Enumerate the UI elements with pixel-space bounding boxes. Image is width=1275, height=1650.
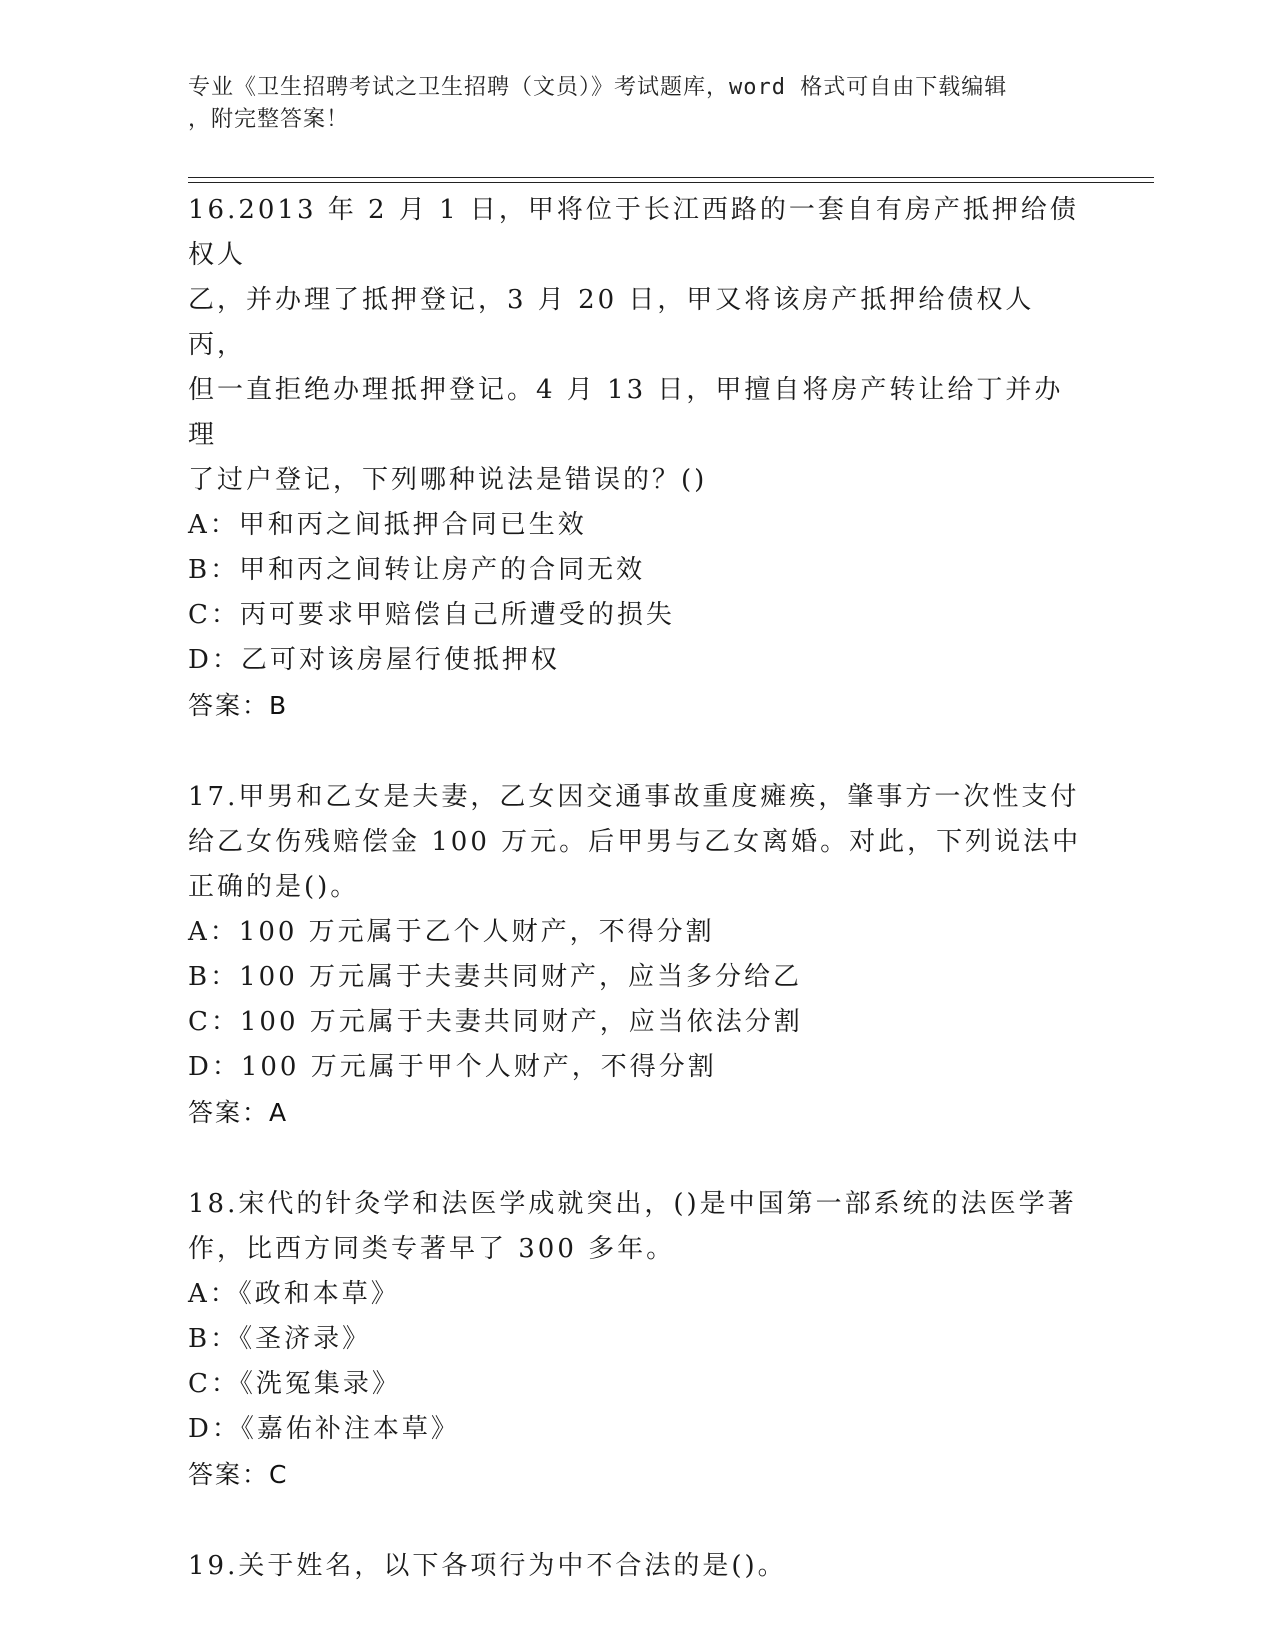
- answer-option: A：100 万元属于乙个人财产，不得分割: [188, 917, 715, 947]
- answer-key: 答案：C: [188, 1460, 289, 1489]
- header-line-2: ，附完整答案！: [188, 107, 350, 132]
- answer-option: D：100 万元属于甲个人财产，不得分割: [188, 1052, 717, 1082]
- question-text-line: 19.关于姓名，以下各项行为中不合法的是()。: [188, 1551, 787, 1581]
- answer-option: B：《圣济录》: [188, 1324, 372, 1354]
- question-text-line: 正确的是()。: [188, 872, 360, 902]
- answer-option: C：丙可要求甲赔偿自己所遭受的损失: [188, 600, 675, 630]
- question-list: [188, 188, 1088, 1635]
- header-divider-bottom: [188, 182, 1154, 183]
- question-text-line: 了过户登记，下列哪种说法是错误的？(): [188, 465, 708, 495]
- question-block: [188, 188, 1088, 729]
- question-text-line: 给乙女伤残赔偿金 100 万元。后甲男与乙女离婚。对此，下列说法中: [188, 827, 1082, 857]
- question-text-line: 作，比西方同类专著早了 300 多年。: [188, 1234, 676, 1264]
- answer-option: B：100 万元属于夫妻共同财产，应当多分给乙: [188, 962, 802, 992]
- answer-option: C：《洗冤集录》: [188, 1369, 401, 1399]
- answer-option: B：甲和丙之间转让房产的合同无效: [188, 555, 646, 585]
- answer-option: A：《政和本草》: [188, 1279, 400, 1309]
- question-block: [188, 1544, 1088, 1589]
- question-block: [188, 1182, 1088, 1498]
- answer-key: 答案：A: [188, 1098, 289, 1127]
- answer-option: D：《嘉佑补注本草》: [188, 1414, 460, 1444]
- answer-option: A：甲和丙之间抵押合同已生效: [188, 510, 587, 540]
- answer-key: 答案：B: [188, 691, 289, 720]
- answer-option: C：100 万元属于夫妻共同财产，应当依法分割: [188, 1007, 803, 1037]
- question-text-line: 乙，并办理了抵押登记，3 月 20 日，甲又将该房产抵押给债权人丙，: [188, 285, 1035, 360]
- question-block: [188, 775, 1088, 1136]
- question-text-line: 18.宋代的针灸学和法医学成就突出，()是中国第一部系统的法医学著: [188, 1189, 1077, 1219]
- question-text-line: 16.2013 年 2 月 1 日，甲将位于长江西路的一套自有房产抵押给债权人: [188, 195, 1079, 270]
- header-divider-top: [188, 177, 1154, 178]
- header-line-1: 专业《卫生招聘考试之卫生招聘（文员）》考试题库，word 格式可自由下载编辑: [188, 75, 1008, 100]
- document-header: [188, 72, 1068, 136]
- answer-option: D：乙可对该房屋行使抵押权: [188, 645, 560, 675]
- question-text-line: 17.甲男和乙女是夫妻，乙女因交通事故重度瘫痪，肇事方一次性支付: [188, 782, 1080, 812]
- question-text-line: 但一直拒绝办理抵押登记。4 月 13 日，甲擅自将房产转让给丁并办理: [188, 375, 1064, 450]
